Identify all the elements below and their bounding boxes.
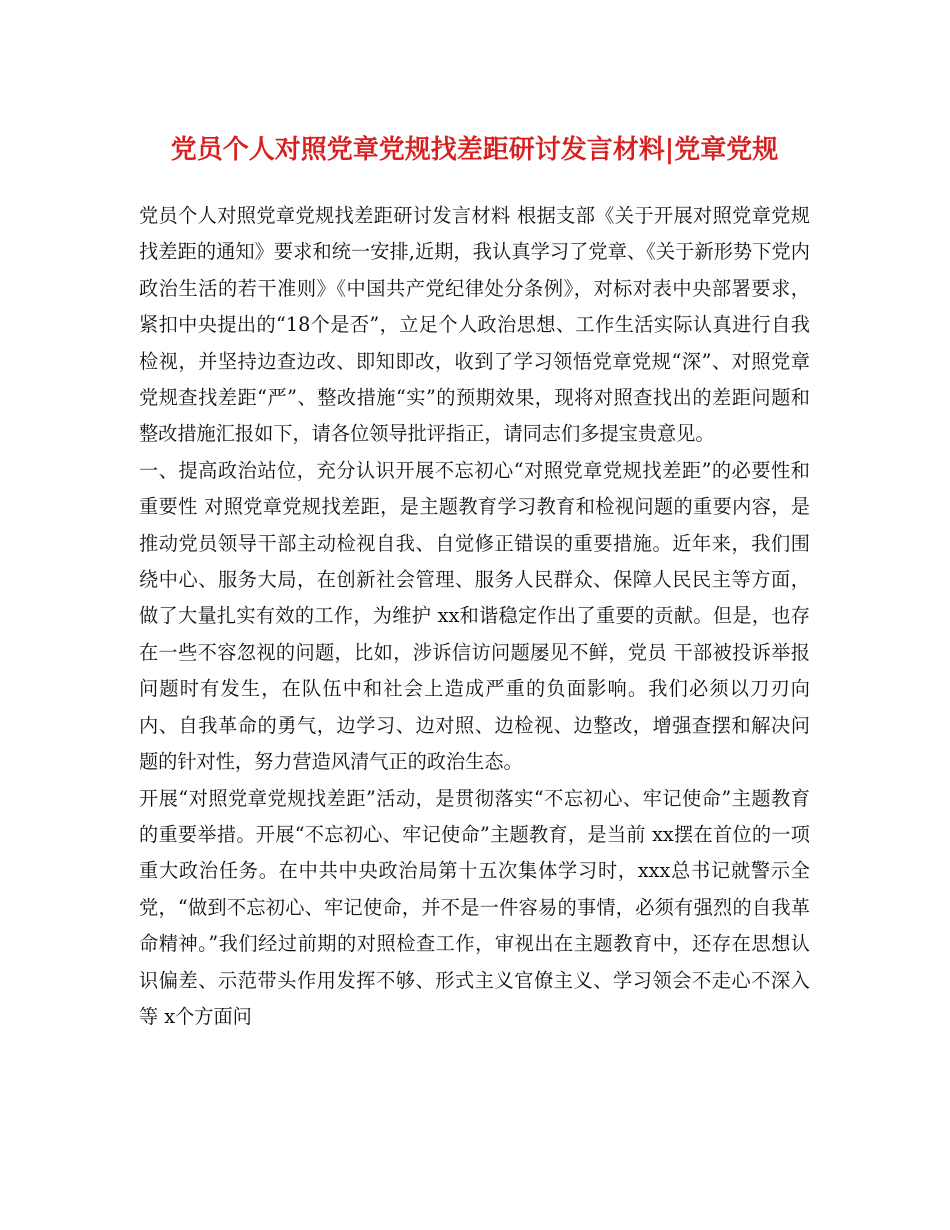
paragraph-section-one: 一、提高政治站位，充分认识开展不忘初心“对照党章党规找差距”的必要性和重要性 对照党章党规找差距，是主题教育学习教育和检视问题的重要内容，是推动党员领导干部主动检视自我、自觉修正错误的重要措施。近年来，我们围绕中心、服务大局，在创新社会管理、服务人民群众、保障人民民主等方面，做了大量扎实有效的工作，为维护 xx和谐稳定作出了重要的贡献。但是，也存在一些不容忽视的问题，比如，涉诉信访问题屡见不鲜，党员 干部被投诉举报问题时有发生，在队伍中和社会上造成严重的负面影响。我们必须以刀刃向内、自我革命的勇气，边学习、边对照、边检视、边整改，增强查摆和解决问题的针对性，努力营造风清气正的政治生态。 (139, 458, 810, 774)
paragraph-activity: 开展“对照党章党规找差距”活动，是贯彻落实“不忘初心、牢记使命”主题教育的重要举措。开展“不忘初心、牢记使命”主题教育，是当前 xx摆在首位的一项重大政治任务。在中共中央政治局第十五次集体学习时，xxx总书记就警示全党，“做到不忘初心、牢记使命，并不是一件容易的事情，必须有强烈的自我革命精神。”我们经过前期的对照检查工作，审视出在主题教育中，还存在思想认识偏差、示范带头作用发挥不够、形式主义官僚主义、学习领会不走心不深入等 x个方面问 (139, 786, 810, 1028)
paragraph-intro: 党员个人对照党章党规找差距研讨发言材料 根据支部《关于开展对照党章党规找差距的通知》要求和统一安排,近期，我认真学习了党章、《关于新形势下党内政治生活的若干准则》《中国共产党纪律处分条例》，对标对表中央部署要求，紧扣中央提出的“18个是否”，立足个人政治思想、工作生活实际认真进行自我检视，并坚持边查边改、即知即改，收到了学习领悟党章党规“深”、对照党章党规查找差距“严”、整改措施“实”的预期效果，现将对照查找出的差距问题和整改措施汇报如下，请各位领导批评指正，请同志们多提宝贵意见。 (139, 204, 810, 446)
document-body (139, 198, 810, 1035)
document-title: 党员个人对照党章党规找差距研讨发言材料|党章党规 (170, 135, 779, 165)
